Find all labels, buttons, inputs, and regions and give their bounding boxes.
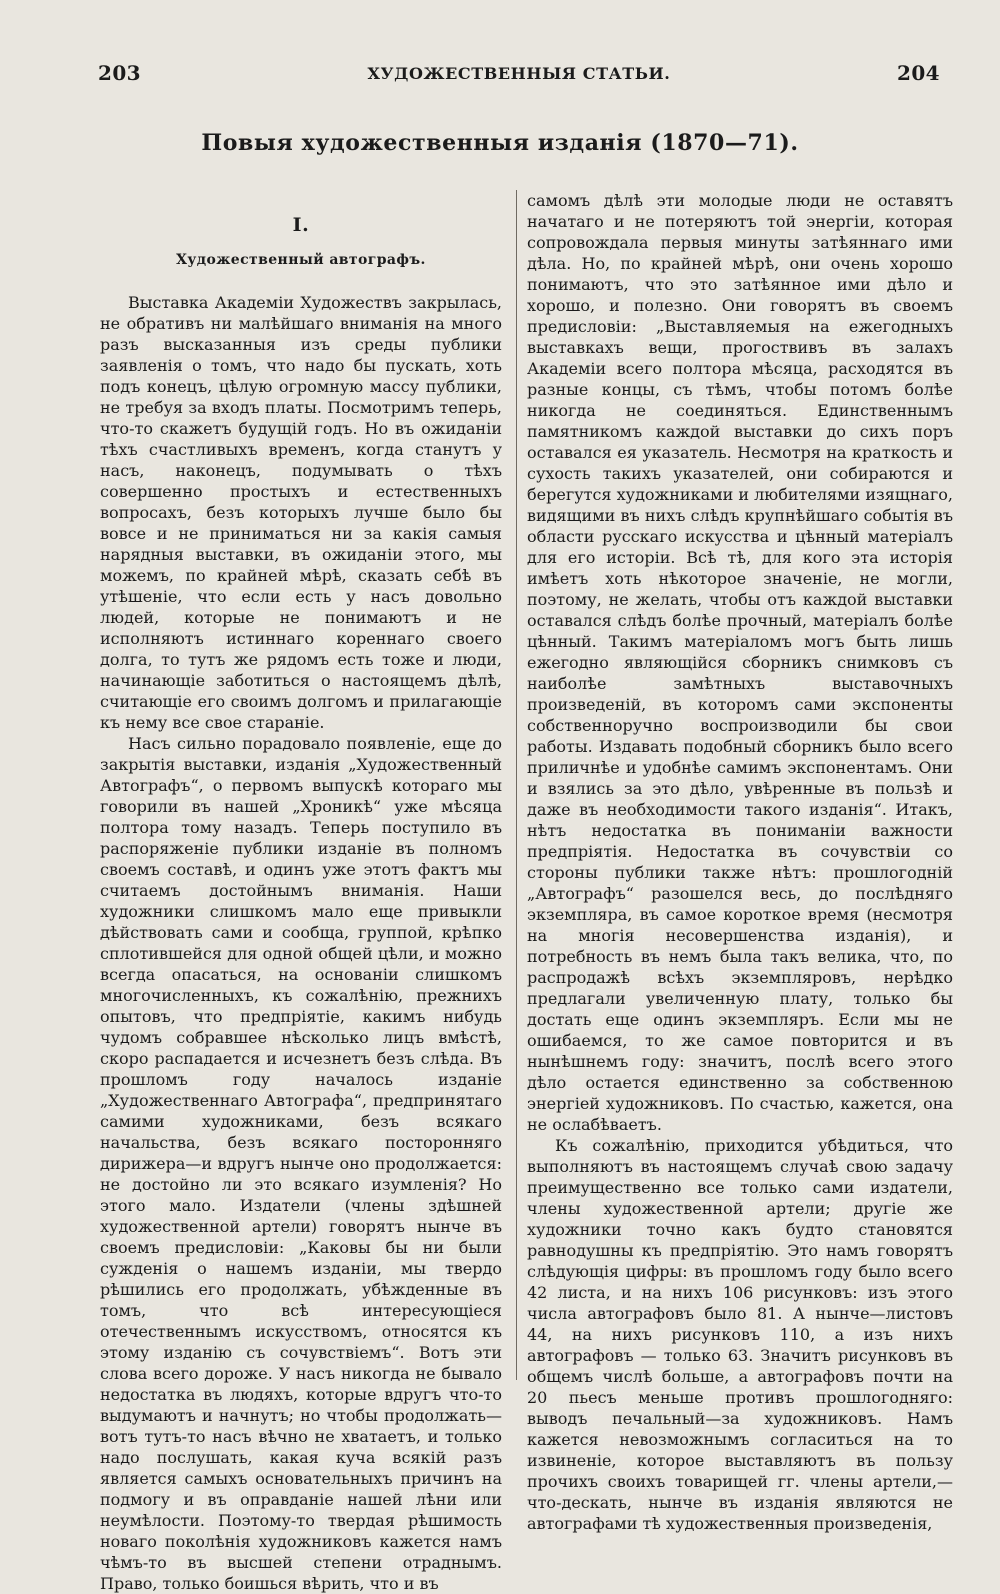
article-title: Повыя художественныя изданія (1870—71). (201, 130, 799, 156)
right-column (523, 190, 953, 1533)
running-header (98, 58, 940, 88)
text-columns (100, 190, 953, 1593)
right-page-number: 204 (897, 61, 940, 85)
right-paragraph-2: Къ сожалѣнію, приходится убѣдиться, что выполняютъ въ настоящемъ случаѣ свою задачу преимущественно все только сами издатели, члены художественной артели; другіе же художники точно какъ будто становятся равнодушны къ предпріятію. Это намъ говорятъ слѣдующія цифры: въ прошломъ году было всего 42 листа, и на нихъ 106 рисунковъ: изъ этого числа автографовъ было 81. А нынче—листовъ 44, на нихъ рисунковъ 110, а изъ нихъ автографовъ — только 63. Значитъ рисунковъ въ общемъ числѣ больше, а автографовъ почти на 20 пьесъ меньше противъ прошлогодняго: выводъ печальный—за художниковъ. Намъ кажется невозможнымъ согласиться на то извиненіе, которое выставляютъ въ пользу прочихъ своихъ товарищей гг. члены артели,—что-дескать, нынче въ изданія являются не автографами тѣ художественныя произведенія, (527, 1136, 953, 1533)
right-paragraph-1: самомъ дѣлѣ эти молодые люди не оставятъ начатаго и не потеряютъ той энергіи, которая сопровождала первыя минуты затѣяннаго ими дѣла. Но, по крайней мѣрѣ, они очень хорошо понимаютъ, что это затѣянное ими дѣло и хорошо, и полезно. Они говорятъ въ своемъ предисловіи: „Выставляемыя на ежегодныхъ выставкахъ вещи, прогоствивъ въ залахъ Академіи всего полтора мѣсяца, расходятся въ разные концы, съ тѣмъ, чтобы потомъ болѣе никогда не соединяться. Единственнымъ памятникомъ каждой выставки до сихъ поръ оставался ея указатель. Несмотря на краткость и сухость такихъ указателей, они собираются и берегутся художниками и любителями изящнаго, видящими въ нихъ слѣдъ крупнѣйшаго событія въ области русскаго искусства и цѣнный матеріалъ для его исторіи. Всѣ тѣ, для кого эта исторія имѣетъ хоть нѣкоторое значеніе, не могли, поэтому, не желать, чтобы отъ каждой выставки оставался слѣдъ болѣе прочный, матеріалъ болѣе цѣнный. Такимъ матеріаломъ могъ быть лишь ежегодно являющійся сборникъ снимковъ съ наиболѣе замѣтныхъ выставочныхъ произведеній, въ которомъ сами экспоненты собственноручно воспроизводили бы свои работы. Издавать подобный сборникъ было всего приличнѣе и удобнѣе самимъ экспонентамъ. Они и взялись за это дѣло, увѣренные въ пользѣ и даже въ необходимости такого изданія“. Итакъ, нѣтъ недостатка въ пониманіи важности предпріятія. Недостатка въ сочувствіи со стороны публики также нѣтъ: прошлогодній „Автографъ“ разошелся весь, до послѣдняго экземпляра, въ самое короткое время (несмотря на многія несовершенства изданія), и потребность въ немъ была такъ велика, что, по распродажѣ всѣхъ экземпляровъ, нерѣдко предлагали увеличенную плату, только бы достать еще одинъ экземпляръ. Если мы не ошибаемся, то же самое повторится и въ нынѣшнемъ году: значитъ, послѣ всего этого дѣло остается единственно за собственною энергіей художниковъ. По счастью, кажется, она не ослабѣваетъ. (527, 191, 953, 1134)
section-number: I. (292, 214, 310, 236)
left-page-number: 203 (98, 61, 141, 85)
section-title: ХУДОЖЕСТВЕННЫЯ СТАТЬИ. (367, 63, 671, 83)
column-divider (516, 190, 517, 1380)
left-column (100, 190, 510, 1593)
subheading: Художественный автографъ. (176, 252, 426, 268)
left-paragraph-2: Насъ сильно порадовало появленіе, еще до закрытія выставки, изданія „Художественный Автографъ“, о первомъ выпускѣ котораго мы говорили въ нашей „Хроникѣ“ уже мѣсяца полтора тому назадъ. Теперь поступило въ распоряженіе публики изданіе въ полномъ своемъ составѣ, и одинъ уже этотъ фактъ мы считаемъ достойнымъ вниманія. Наши художники слишкомъ мало еще привыкли дѣйствовать сами и сообща, группой, крѣпко сплотившейся для одной общей цѣли, и можно всегда опасаться, на основаніи слишкомъ многочисленныхъ, къ сожалѣнію, прежнихъ опытовъ, что предпріятіе, какимъ нибудь чудомъ собравшее нѣсколько лицъ вмѣстѣ, скоро распадается и исчезнетъ безъ слѣда. Въ прошломъ году началось изданіе „Художественнаго Автографа“, предпринятаго самими художниками, безъ всякаго начальства, безъ всякаго посторонняго дирижера—и вдругъ нынче оно продолжается: не достойно ли это всякаго изумленія? Но этого мало. Издатели (члены здѣшней художественной артели) говорятъ нынче въ своемъ предисловіи: „Каковы бы ни были сужденія о нашемъ изданіи, мы твердо рѣшились его продолжать, убѣжденные въ томъ, что всѣ интересующіеся отечественнымъ искусствомъ, относятся къ этому изданію съ сочувствіемъ“. Вотъ эти слова всего дороже. У насъ никогда не бывало недостатка въ людяхъ, которые вдругъ что-то выдумаютъ и начнутъ; но чтобы продолжать—вотъ тутъ-то насъ вѣчно не хватаетъ, и только надо послушать, какая куча всякій разъ является самыхъ основательныхъ причинъ на подмогу и въ оправданіе нашей лѣни или неумѣлости. Поэтому-то твердая рѣшимость новаго поколѣнія художниковъ кажется намъ чѣмъ-то въ высшей степени отраднымъ. Право, только боишься вѣрить, что и въ (100, 734, 502, 1593)
left-paragraph-1: Выставка Академіи Художествъ закрылась, не обративъ ни малѣйшаго вниманія на много разъ высказанныя изъ среды публики заявленія о томъ, что надо бы пускать, хоть подъ конецъ, цѣлую огромную массу публики, не требуя за входъ платы. Посмотримъ теперь, что-то скажетъ будущій годъ. Но въ ожиданіи тѣхъ счастливыхъ временъ, когда станутъ у насъ, наконецъ, подумывать о тѣхъ совершенно простыхъ и естественныхъ вопросахъ, безъ которыхъ лучше было бы вовсе и не приниматься ни за какія самыя нарядныя выставки, въ ожиданіи этого, мы можемъ, по крайней мѣрѣ, сказать себѣ въ утѣшеніе, что если есть у насъ довольно людей, которые не понимаютъ и не исполняютъ истиннаго кореннаго своего долга, то тутъ же рядомъ есть тоже и люди, начинающіе заботиться о настоящемъ дѣлѣ, считающіе его своимъ долгомъ и прилагающіе къ нему все свое стараніе. (100, 293, 502, 732)
